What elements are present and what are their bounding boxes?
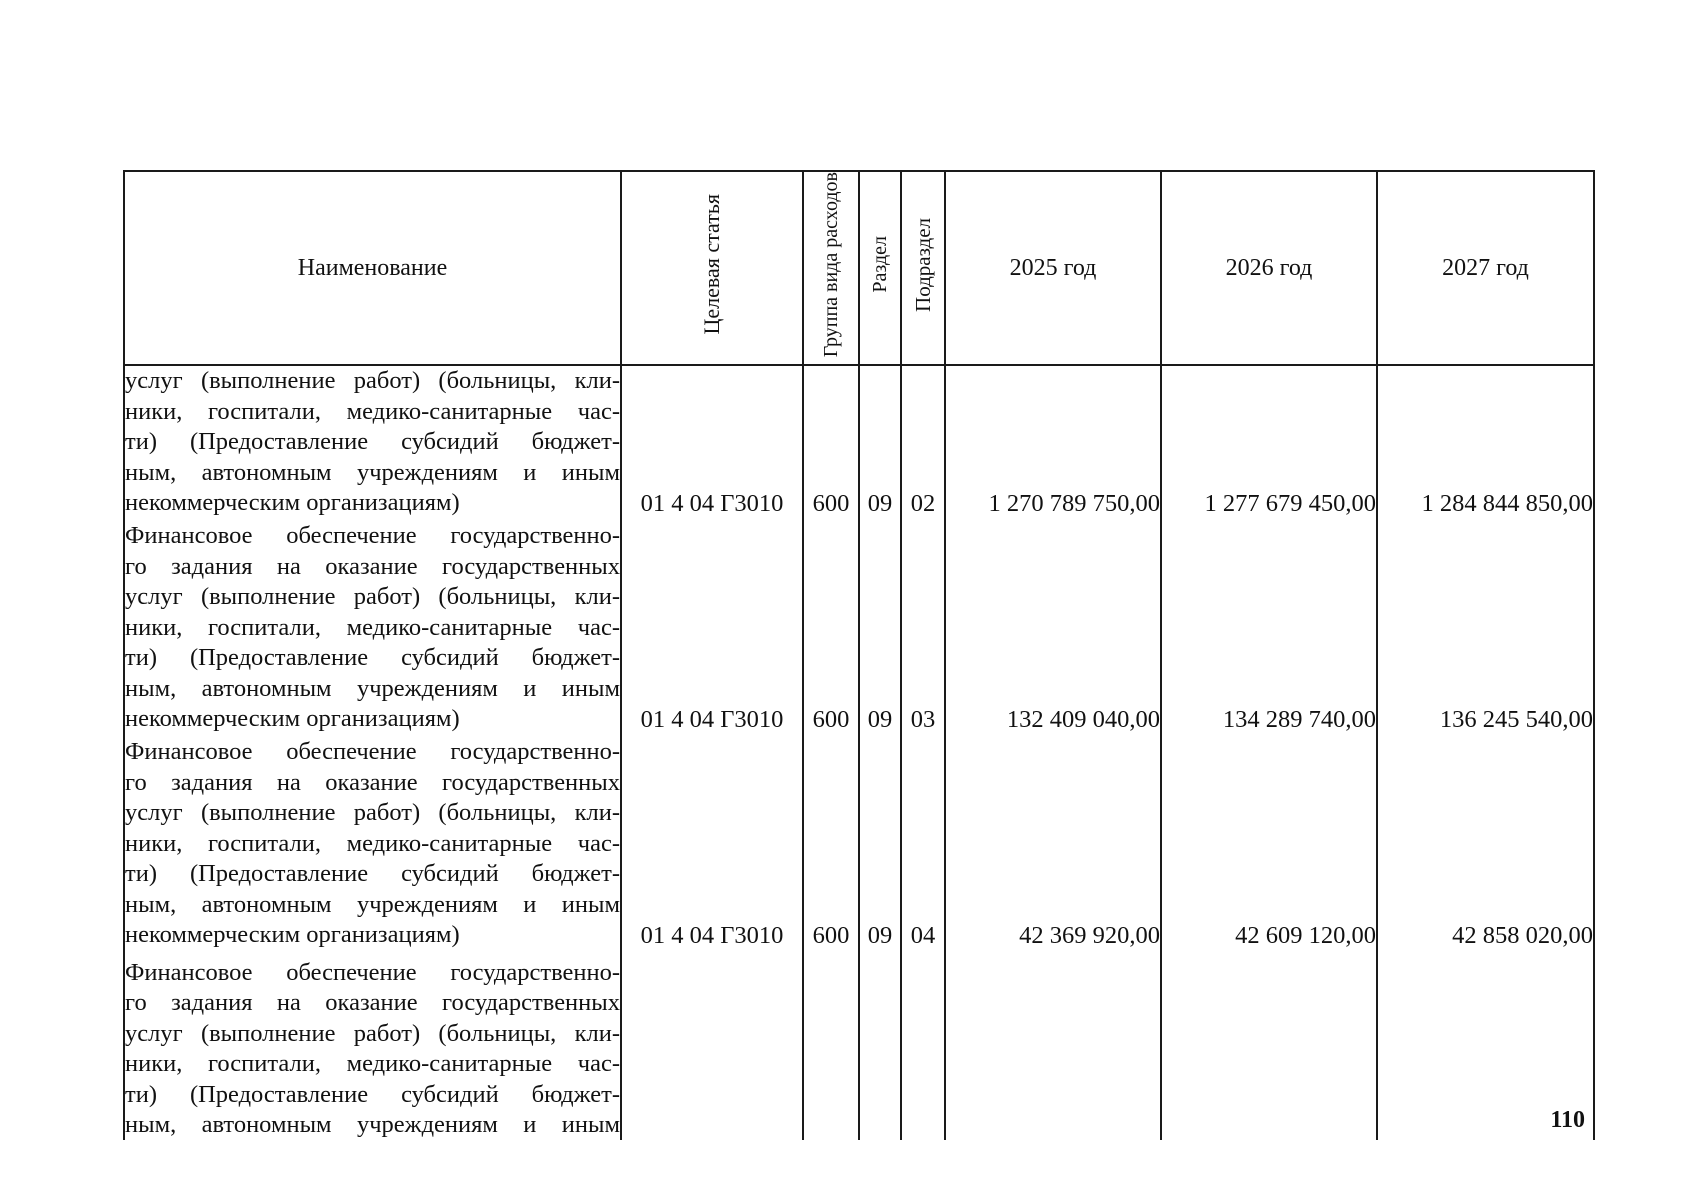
row-name-line: ники, госпитали, медико-санитарные час- (125, 613, 620, 641)
row-target-item (621, 950, 803, 1140)
row-amount-2025 (945, 950, 1161, 1140)
row-subsection: 03 (901, 518, 945, 734)
header-year-2026: 2026 год (1161, 171, 1377, 365)
row-name-line: Финансовое обеспечение государственно- (125, 958, 620, 986)
row-expense-group: 600 (803, 518, 859, 734)
row-name (124, 950, 621, 1140)
row-name-line: услуг (выполнение работ) (больницы, кли- (125, 367, 620, 395)
table-row (124, 518, 1594, 734)
header-name: Наименование (124, 171, 621, 365)
row-name-line: услуг (выполнение работ) (больницы, кли- (125, 1019, 620, 1047)
row-name-line: ники, госпитали, медико-санитарные час- (125, 397, 620, 425)
row-amount-2025: 42 369 920,00 (945, 734, 1161, 950)
row-subsection: 04 (901, 734, 945, 950)
row-subsection (901, 950, 945, 1140)
header-section: Раздел (859, 171, 901, 365)
row-name-line: ным, автономным учреждениям и иным (125, 674, 620, 702)
header-subsection: Подраздел (901, 171, 945, 365)
row-name-line: услуг (выполнение работ) (больницы, кли- (125, 583, 620, 611)
row-section (859, 950, 901, 1140)
row-amount-2026: 1 277 679 450,00 (1161, 365, 1377, 518)
row-section: 09 (859, 365, 901, 518)
row-name-line: ти) (Предоставление субсидий бюджет- (125, 644, 620, 672)
header-year-2025: 2025 год (945, 171, 1161, 365)
row-amount-2025: 132 409 040,00 (945, 518, 1161, 734)
row-amount-2027: 1 284 844 850,00 (1377, 365, 1594, 518)
row-section: 09 (859, 518, 901, 734)
row-name-line: Финансовое обеспечение государственно- (125, 522, 620, 550)
row-name-line: услуг (выполнение работ) (больницы, кли- (125, 799, 620, 827)
budget-table (123, 170, 1595, 1140)
row-name-line: го задания на оказание государственных (125, 768, 620, 796)
row-section: 09 (859, 734, 901, 950)
row-name-line: некоммерческим организациям) (125, 704, 460, 732)
row-name-line: го задания на оказание государственных (125, 552, 620, 580)
table-row (124, 365, 1594, 518)
row-name-line: ным, автономным учреждениям и иным (125, 890, 620, 918)
row-target-item: 01 4 04 Г3010 (621, 518, 803, 734)
row-name-line: го задания на оказание государственных (125, 989, 620, 1017)
row-expense-group: 600 (803, 734, 859, 950)
row-name (124, 734, 621, 950)
row-expense-group (803, 950, 859, 1140)
row-name-line: некоммерческим организациям) (125, 920, 460, 948)
row-target-item: 01 4 04 Г3010 (621, 365, 803, 518)
row-name-line: ти) (Предоставление субсидий бюджет- (125, 428, 620, 456)
header-expense-group: Группа вида расходов (803, 171, 859, 365)
row-amount-2025: 1 270 789 750,00 (945, 365, 1161, 518)
row-amount-2026: 42 609 120,00 (1161, 734, 1377, 950)
header-target-item: Целевая статья (621, 171, 803, 365)
row-amount-2027: 136 245 540,00 (1377, 518, 1594, 734)
row-amount-2027: 42 858 020,00 (1377, 734, 1594, 950)
page-number: 110 (1550, 1107, 1585, 1133)
row-name (124, 518, 621, 734)
row-name-line: ным, автономным учреждениям и иным (125, 458, 620, 486)
table-row (124, 950, 1594, 1140)
row-name (124, 365, 621, 518)
row-name-line: ники, госпитали, медико-санитарные час- (125, 1050, 620, 1078)
row-name-line: Финансовое обеспечение государственно- (125, 738, 620, 766)
row-name-line: ным, автономным учреждениям и иным (125, 1110, 620, 1138)
row-name-line: ти) (Предоставление субсидий бюджет- (125, 860, 620, 888)
header-year-2027: 2027 год (1377, 171, 1594, 365)
row-name-line: ти) (Предоставление субсидий бюджет- (125, 1080, 620, 1108)
table-header-row (124, 171, 1594, 365)
row-amount-2026 (1161, 950, 1377, 1140)
row-expense-group: 600 (803, 365, 859, 518)
row-name-line: ники, госпитали, медико-санитарные час- (125, 829, 620, 857)
row-name-line: некоммерческим организациям) (125, 488, 460, 516)
row-target-item: 01 4 04 Г3010 (621, 734, 803, 950)
row-subsection: 02 (901, 365, 945, 518)
row-amount-2026: 134 289 740,00 (1161, 518, 1377, 734)
table-row (124, 734, 1594, 950)
